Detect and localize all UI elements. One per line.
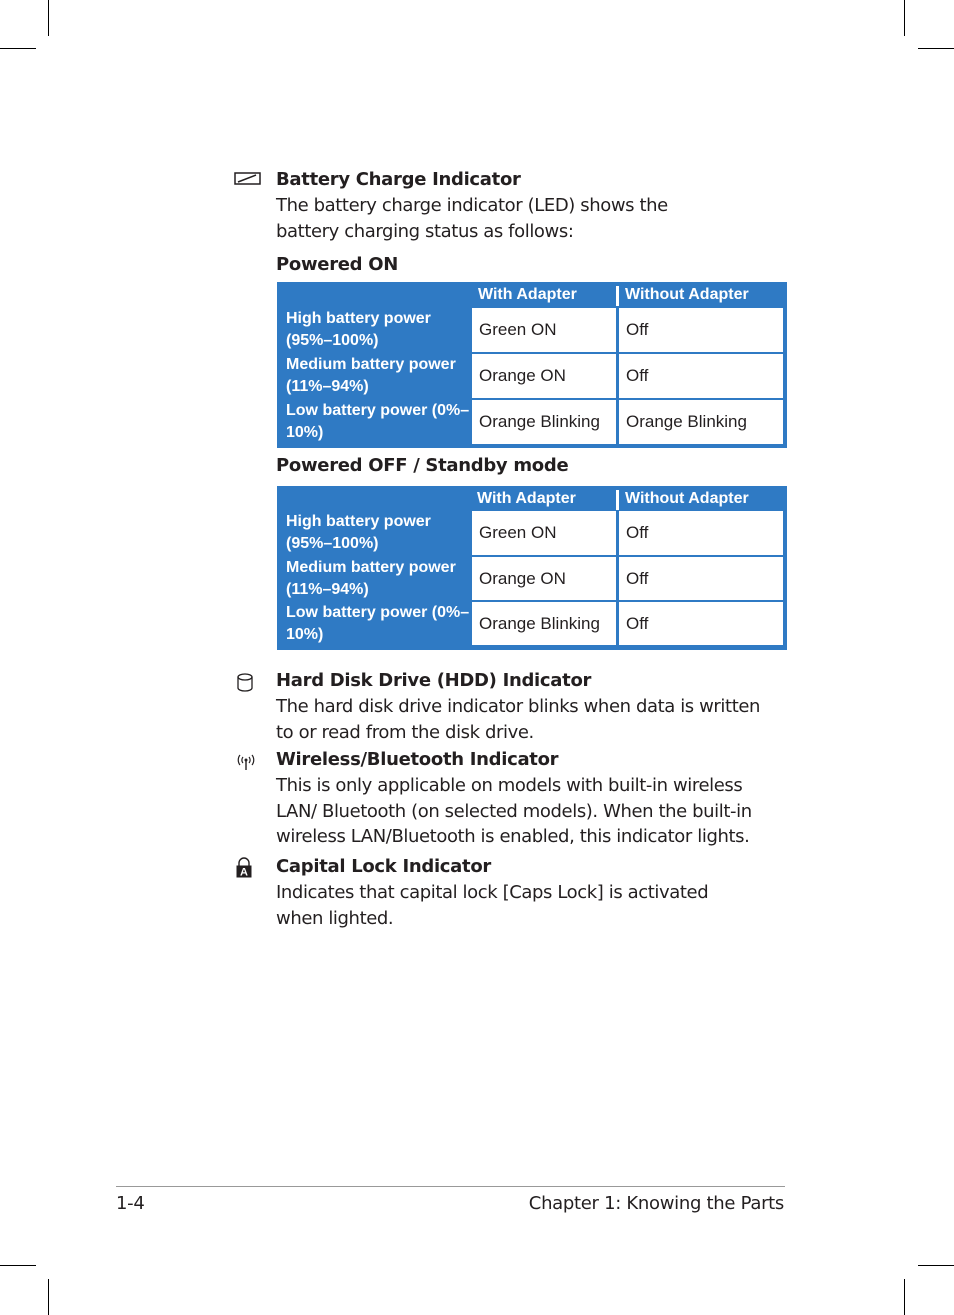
powered-on-table: [277, 282, 787, 448]
powered-off-table: [277, 486, 787, 650]
cell-without-adapter: Orange Blinking: [619, 400, 783, 444]
column-header-with-adapter: With Adapter: [477, 490, 576, 507]
battery-icon: [234, 171, 262, 190]
cell-without-adapter: Off: [619, 602, 783, 645]
crop-mark: [48, 1279, 49, 1315]
powered-on-heading: Powered ON: [276, 254, 398, 275]
table-header: [277, 486, 787, 510]
table-row: [277, 400, 787, 444]
wireless-section: [276, 748, 796, 850]
page-number: 1-4: [116, 1193, 145, 1214]
header-divider: [616, 286, 619, 306]
chapter-title: Chapter 1: Knowing the Parts: [528, 1193, 784, 1214]
cell-without-adapter: Off: [619, 308, 783, 352]
row-label: High battery power (95%–100%): [286, 513, 431, 552]
table-row: [277, 602, 787, 645]
cell-with-adapter: Green ON: [472, 511, 616, 555]
cell-with-adapter: Orange Blinking: [472, 602, 616, 645]
cell-without-adapter: Off: [619, 354, 783, 398]
cell-without-adapter: Off: [619, 557, 783, 600]
footer-rule: [116, 1186, 785, 1187]
row-label: High battery power (95%–100%): [286, 310, 431, 349]
header-divider: [616, 490, 619, 510]
crop-mark: [0, 1265, 36, 1266]
crop-mark: [904, 0, 905, 36]
hdd-description: The hard disk drive indicator blinks when data is written to or read from the disk drive.: [276, 696, 761, 743]
battery-description: The battery charge indicator (LED) shows the battery charging status as follows:: [276, 195, 668, 242]
crop-mark: [918, 48, 954, 49]
hdd-section: [276, 669, 796, 745]
hdd-icon: [236, 673, 254, 697]
capslock-description: Indicates that capital lock [Caps Lock] is activated when lighted.: [276, 882, 709, 929]
row-label: Medium battery power (11%–94%): [286, 558, 456, 598]
wireless-icon: [236, 752, 256, 776]
column-header-without-adapter: Without Adapter: [625, 286, 749, 303]
column-header-without-adapter: Without Adapter: [625, 490, 749, 507]
row-label: Low battery power (0%–10%): [286, 402, 470, 441]
crop-mark: [918, 1265, 954, 1266]
table-row: [277, 557, 787, 600]
cell-with-adapter: Green ON: [472, 308, 616, 352]
cell-with-adapter: Orange ON: [472, 354, 616, 398]
table-header: [277, 282, 787, 306]
crop-mark: [0, 48, 36, 49]
capslock-section: [276, 855, 796, 931]
wireless-heading: Wireless/Bluetooth Indicator: [276, 749, 559, 770]
table-row: [277, 308, 787, 352]
battery-heading: Battery Charge Indicator: [276, 169, 521, 190]
cell-without-adapter: Off: [619, 511, 783, 555]
crop-mark: [48, 0, 49, 36]
wireless-description: This is only applicable on models with built-in wireless LAN/ Bluetooth (on selected models). When the built-in wireless LAN/Bluetooth is enabled, this indicator lights.: [276, 775, 752, 847]
caps-lock-icon: [235, 857, 253, 883]
cell-with-adapter: Orange Blinking: [472, 400, 616, 444]
column-header-with-adapter: With Adapter: [478, 286, 577, 303]
row-label: Low battery power (0%–10%): [286, 603, 470, 643]
crop-mark: [904, 1279, 905, 1315]
battery-section: [276, 168, 796, 244]
hdd-heading: Hard Disk Drive (HDD) Indicator: [276, 670, 592, 691]
table-row: [277, 354, 787, 398]
powered-off-heading: Powered OFF / Standby mode: [276, 455, 569, 476]
capslock-heading: Capital Lock Indicator: [276, 856, 491, 877]
caps-lock-icon-letter: A: [240, 866, 248, 879]
row-label: Medium battery power (11%–94%): [286, 356, 456, 395]
table-row: [277, 511, 787, 555]
cell-with-adapter: Orange ON: [472, 557, 616, 600]
